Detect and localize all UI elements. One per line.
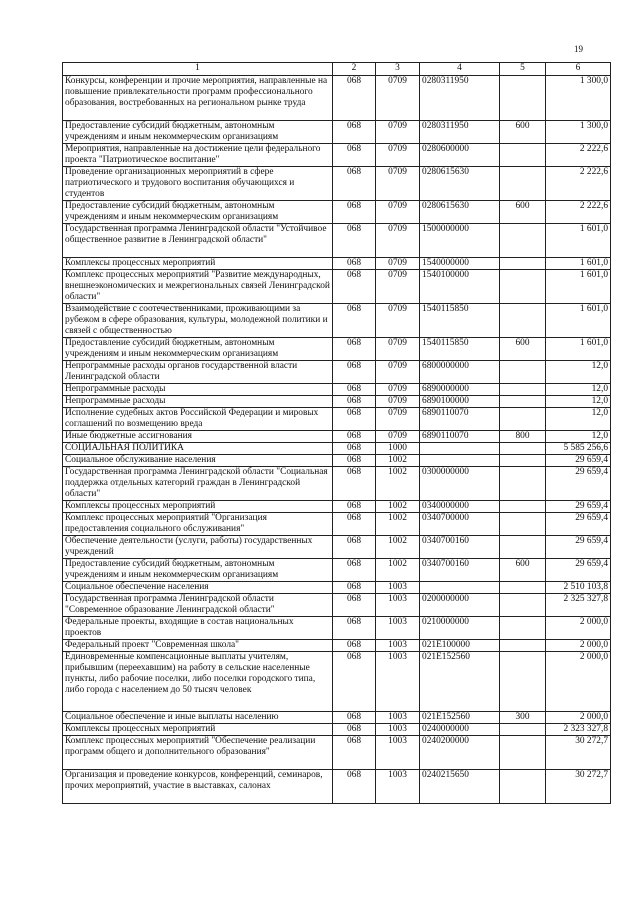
row-name-cell: Предоставление субсидий бюджетным, автономным учреждениям и иным некоммерческим организациям: [63, 559, 333, 582]
row-expense-type-cell: [500, 467, 546, 501]
header-row: [63, 63, 611, 76]
header-cell-3: 3: [376, 63, 420, 76]
row-expense-type-cell: [500, 396, 546, 408]
row-code-cell: 068: [333, 536, 376, 559]
row-name-cell: Предоставление субсидий бюджетным, автономным учреждениям и иным некоммерческим организациям: [63, 338, 333, 361]
table-row: [63, 455, 611, 467]
row-section-cell: 0709: [376, 270, 420, 304]
row-section-cell: 0709: [376, 144, 420, 167]
row-target-cell: 6890100000: [420, 396, 500, 408]
row-expense-type-cell: 600: [500, 559, 546, 582]
row-expense-type-cell: [500, 582, 546, 594]
row-target-cell: 0340000000: [420, 501, 500, 513]
row-amount-cell: 1 601,0: [546, 338, 611, 361]
row-expense-type-cell: [500, 594, 546, 617]
row-code-cell: 068: [333, 431, 376, 443]
row-code-cell: 068: [333, 361, 376, 384]
row-code-cell: 068: [333, 455, 376, 467]
table-row: [63, 770, 611, 804]
row-name-cell: Федеральные проекты, входящие в состав национальных проектов: [63, 617, 333, 640]
row-target-cell: 1500000000: [420, 224, 500, 258]
row-expense-type-cell: [500, 513, 546, 536]
row-section-cell: 1002: [376, 467, 420, 501]
row-expense-type-cell: [500, 167, 546, 201]
row-expense-type-cell: [500, 258, 546, 270]
row-code-cell: 068: [333, 582, 376, 594]
table-row: [63, 443, 611, 455]
row-section-cell: 0709: [376, 361, 420, 384]
row-section-cell: 1003: [376, 736, 420, 770]
row-name-cell: Комплексы процессных мероприятий: [63, 501, 333, 513]
table-row: [63, 582, 611, 594]
header-cell-4: 4: [420, 63, 500, 76]
row-amount-cell: 2 000,0: [546, 617, 611, 640]
table-row: [63, 361, 611, 384]
row-section-cell: 0709: [376, 167, 420, 201]
row-amount-cell: 29 659,4: [546, 467, 611, 501]
row-name-cell: Государственная программа Ленинградской области "Социальная поддержка отдельных категорий граждан в Ленинградской области": [63, 467, 333, 501]
row-name-cell: Единовременные компенсационные выплаты учителям, прибывшим (переехавшим) на работу в сельские населенные пункты, либо рабочие поселки, либо поселки городского типа, либо города с населением до 50 тысяч человек: [63, 652, 333, 712]
row-amount-cell: 12,0: [546, 396, 611, 408]
table-row: [63, 724, 611, 736]
row-section-cell: 1002: [376, 559, 420, 582]
row-amount-cell: 2 000,0: [546, 652, 611, 712]
table-row: [63, 408, 611, 431]
table-row: [63, 384, 611, 396]
row-name-cell: Предоставление субсидий бюджетным, автономным учреждениям и иным некоммерческим организациям: [63, 201, 333, 224]
row-section-cell: 1002: [376, 536, 420, 559]
row-target-cell: 6890000000: [420, 384, 500, 396]
table-body: [63, 76, 611, 804]
row-expense-type-cell: 800: [500, 431, 546, 443]
row-section-cell: 1000: [376, 443, 420, 455]
row-name-cell: Комплекс процессных мероприятий "Организация предоставления социального обслуживания": [63, 513, 333, 536]
row-expense-type-cell: [500, 617, 546, 640]
row-target-cell: 6800000000: [420, 361, 500, 384]
row-expense-type-cell: [500, 270, 546, 304]
row-section-cell: 0709: [376, 201, 420, 224]
row-name-cell: Комплекс процессных мероприятий "Развитие международных, внешнеэкономических и межрегиональных связей Ленинградской области": [63, 270, 333, 304]
table-row: [63, 617, 611, 640]
row-name-cell: Предоставление субсидий бюджетным, автономным учреждениям и иным некоммерческим организациям: [63, 121, 333, 144]
row-code-cell: 068: [333, 304, 376, 338]
row-code-cell: 068: [333, 724, 376, 736]
row-code-cell: 068: [333, 640, 376, 652]
row-target-cell: 0280311950: [420, 121, 500, 144]
row-name-cell: Мероприятия, направленные на достижение цели федерального проекта "Патриотическое воспитание": [63, 144, 333, 167]
row-name-cell: Обеспечение деятельности (услуги, работы) государственных учреждений: [63, 536, 333, 559]
table-row: [63, 144, 611, 167]
row-code-cell: 068: [333, 770, 376, 804]
row-code-cell: 068: [333, 270, 376, 304]
row-target-cell: 1540000000: [420, 258, 500, 270]
row-name-cell: Организация и проведение конкурсов, конференций, семинаров, прочих мероприятий, участие в выставках, салонах: [63, 770, 333, 804]
row-section-cell: 1003: [376, 724, 420, 736]
row-amount-cell: 2 222,6: [546, 167, 611, 201]
row-target-cell: 0240200000: [420, 736, 500, 770]
row-section-cell: 0709: [376, 338, 420, 361]
table-row: [63, 513, 611, 536]
row-code-cell: 068: [333, 408, 376, 431]
row-amount-cell: 2 323 327,8: [546, 724, 611, 736]
row-section-cell: 0709: [376, 121, 420, 144]
row-expense-type-cell: [500, 361, 546, 384]
table-row: [63, 594, 611, 617]
row-expense-type-cell: [500, 304, 546, 338]
row-code-cell: 068: [333, 443, 376, 455]
row-section-cell: 1002: [376, 455, 420, 467]
row-target-cell: 0200000000: [420, 594, 500, 617]
row-section-cell: 1003: [376, 582, 420, 594]
row-code-cell: 068: [333, 224, 376, 258]
row-name-cell: Социальное обеспечение населения: [63, 582, 333, 594]
row-code-cell: 068: [333, 144, 376, 167]
table-row: [63, 501, 611, 513]
row-name-cell: Социальное обеспечение и иные выплаты населению: [63, 712, 333, 724]
row-expense-type-cell: 600: [500, 121, 546, 144]
page-number: 19: [574, 44, 583, 54]
row-code-cell: 068: [333, 736, 376, 770]
table-row: [63, 736, 611, 770]
row-name-cell: Непрограммные расходы: [63, 396, 333, 408]
row-amount-cell: 2 222,6: [546, 144, 611, 167]
row-code-cell: 068: [333, 167, 376, 201]
row-code-cell: 068: [333, 121, 376, 144]
row-section-cell: 0709: [376, 384, 420, 396]
row-section-cell: 0709: [376, 408, 420, 431]
row-section-cell: 1003: [376, 640, 420, 652]
row-expense-type-cell: [500, 455, 546, 467]
table-row: [63, 712, 611, 724]
row-name-cell: Иные бюджетные ассигнования: [63, 431, 333, 443]
row-name-cell: Непрограммные расходы: [63, 384, 333, 396]
row-name-cell: Государственная программа Ленинградской области "Современное образование Ленинградской области": [63, 594, 333, 617]
row-name-cell: Взаимодействие с соотечественниками, проживающими за рубежом в сфере образования, культуры, молодежной политики и связей с общественностью: [63, 304, 333, 338]
row-expense-type-cell: 600: [500, 338, 546, 361]
row-target-cell: 0240000000: [420, 724, 500, 736]
row-name-cell: Комплексы процессных мероприятий: [63, 724, 333, 736]
row-name-cell: Социальное обслуживание населения: [63, 455, 333, 467]
row-target-cell: 1540115850: [420, 304, 500, 338]
row-target-cell: 0240215650: [420, 770, 500, 804]
row-section-cell: 0709: [376, 258, 420, 270]
row-target-cell: 0280615630: [420, 167, 500, 201]
row-amount-cell: 29 659,4: [546, 559, 611, 582]
row-expense-type-cell: [500, 501, 546, 513]
table-row: [63, 431, 611, 443]
row-target-cell: 0280615630: [420, 201, 500, 224]
row-expense-type-cell: [500, 770, 546, 804]
row-amount-cell: 2 000,0: [546, 712, 611, 724]
row-code-cell: 068: [333, 501, 376, 513]
row-amount-cell: 2 325 327,8: [546, 594, 611, 617]
table-row: [63, 338, 611, 361]
row-target-cell: 0340700000: [420, 513, 500, 536]
row-expense-type-cell: [500, 224, 546, 258]
row-name-cell: Непрограммные расходы органов государственной власти Ленинградской области: [63, 361, 333, 384]
row-code-cell: 068: [333, 617, 376, 640]
row-expense-type-cell: [500, 384, 546, 396]
row-code-cell: 068: [333, 76, 376, 121]
row-amount-cell: 1 601,0: [546, 224, 611, 258]
row-expense-type-cell: [500, 144, 546, 167]
row-amount-cell: 2 222,6: [546, 201, 611, 224]
row-target-cell: 0340700160: [420, 559, 500, 582]
row-section-cell: 1002: [376, 513, 420, 536]
row-target-cell: 0280311950: [420, 76, 500, 121]
row-target-cell: 1540115850: [420, 338, 500, 361]
row-expense-type-cell: [500, 443, 546, 455]
table-row: [63, 270, 611, 304]
row-amount-cell: 1 601,0: [546, 258, 611, 270]
row-name-cell: Государственная программа Ленинградской области "Устойчивое общественное развитие в Ленинградской области": [63, 224, 333, 258]
row-expense-type-cell: [500, 76, 546, 121]
row-amount-cell: 5 585 256,6: [546, 443, 611, 455]
row-expense-type-cell: [500, 640, 546, 652]
row-expense-type-cell: [500, 652, 546, 712]
table-row: [63, 652, 611, 712]
row-amount-cell: 1 601,0: [546, 270, 611, 304]
row-name-cell: СОЦИАЛЬНАЯ ПОЛИТИКА: [63, 443, 333, 455]
row-name-cell: Конкурсы, конференции и прочие мероприятия, направленные на повышение привлекательности программ профессионального образования, востребованных на региональном рынке труда: [63, 76, 333, 121]
row-target-cell: 021E100000: [420, 640, 500, 652]
table-row: [63, 559, 611, 582]
row-section-cell: 1003: [376, 712, 420, 724]
row-target-cell: 0210000000: [420, 617, 500, 640]
row-target-cell: 0340700160: [420, 536, 500, 559]
table-row: [63, 640, 611, 652]
table-row: [63, 467, 611, 501]
row-amount-cell: 2 000,0: [546, 640, 611, 652]
row-section-cell: 0709: [376, 224, 420, 258]
row-section-cell: 0709: [376, 396, 420, 408]
row-code-cell: 068: [333, 594, 376, 617]
row-target-cell: 1540100000: [420, 270, 500, 304]
row-name-cell: Комплексы процессных мероприятий: [63, 258, 333, 270]
row-code-cell: 068: [333, 712, 376, 724]
table-row: [63, 396, 611, 408]
row-section-cell: 0709: [376, 431, 420, 443]
table-row: [63, 536, 611, 559]
row-section-cell: 0709: [376, 304, 420, 338]
table-row: [63, 121, 611, 144]
row-target-cell: [420, 455, 500, 467]
row-section-cell: 1003: [376, 617, 420, 640]
row-target-cell: 021E152560: [420, 652, 500, 712]
row-expense-type-cell: 300: [500, 712, 546, 724]
budget-table: [62, 62, 611, 804]
row-target-cell: 0280600000: [420, 144, 500, 167]
header-cell-2: 2: [333, 63, 376, 76]
header-cell-5: 5: [500, 63, 546, 76]
row-code-cell: 068: [333, 396, 376, 408]
row-amount-cell: 1 300,0: [546, 121, 611, 144]
row-name-cell: Федеральный проект "Современная школа": [63, 640, 333, 652]
row-target-cell: 021E152560: [420, 712, 500, 724]
row-code-cell: 068: [333, 513, 376, 536]
row-expense-type-cell: [500, 724, 546, 736]
table-row: [63, 258, 611, 270]
row-code-cell: 068: [333, 652, 376, 712]
row-code-cell: 068: [333, 201, 376, 224]
table-row: [63, 304, 611, 338]
row-amount-cell: 12,0: [546, 384, 611, 396]
row-section-cell: 1002: [376, 501, 420, 513]
table-row: [63, 224, 611, 258]
header-cell-6: 6: [546, 63, 611, 76]
row-target-cell: 6890110070: [420, 431, 500, 443]
row-code-cell: 068: [333, 258, 376, 270]
row-code-cell: 068: [333, 338, 376, 361]
row-code-cell: 068: [333, 467, 376, 501]
row-name-cell: Проведение организационных мероприятий в сфере патриотического и трудового воспитания обучающихся и студентов: [63, 167, 333, 201]
row-amount-cell: 2 510 103,8: [546, 582, 611, 594]
row-section-cell: 1003: [376, 594, 420, 617]
row-amount-cell: 29 659,4: [546, 501, 611, 513]
row-amount-cell: 29 659,4: [546, 455, 611, 467]
row-name-cell: Комплекс процессных мероприятий "Обеспечение реализации программ общего и дополнительного образования": [63, 736, 333, 770]
row-code-cell: 068: [333, 559, 376, 582]
row-expense-type-cell: [500, 408, 546, 431]
row-amount-cell: 30 272,7: [546, 770, 611, 804]
row-expense-type-cell: [500, 736, 546, 770]
row-target-cell: 6890110070: [420, 408, 500, 431]
row-target-cell: [420, 582, 500, 594]
row-amount-cell: 12,0: [546, 431, 611, 443]
row-target-cell: 0300000000: [420, 467, 500, 501]
row-amount-cell: 1 300,0: [546, 76, 611, 121]
row-amount-cell: 1 601,0: [546, 304, 611, 338]
row-amount-cell: 29 659,4: [546, 536, 611, 559]
row-expense-type-cell: 600: [500, 201, 546, 224]
row-amount-cell: 29 659,4: [546, 513, 611, 536]
row-section-cell: 1003: [376, 652, 420, 712]
row-section-cell: 1003: [376, 770, 420, 804]
row-amount-cell: 30 272,7: [546, 736, 611, 770]
row-target-cell: [420, 443, 500, 455]
table-row: [63, 76, 611, 121]
table-row: [63, 167, 611, 201]
row-expense-type-cell: [500, 536, 546, 559]
header-cell-1: 1: [63, 63, 333, 76]
row-name-cell: Исполнение судебных актов Российской Федерации и мировых соглашений по возмещению вреда: [63, 408, 333, 431]
row-section-cell: 0709: [376, 76, 420, 121]
table-row: [63, 201, 611, 224]
row-amount-cell: 12,0: [546, 408, 611, 431]
row-code-cell: 068: [333, 384, 376, 396]
row-amount-cell: 12,0: [546, 361, 611, 384]
